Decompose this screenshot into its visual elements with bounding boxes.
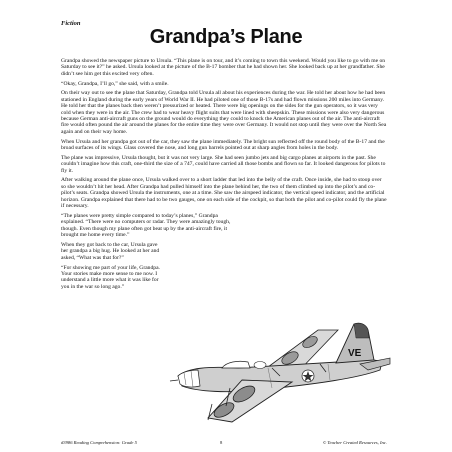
page-footer (61, 440, 387, 448)
footer-book-title: #3986 Reading Comprehension: Grade 5 (61, 440, 137, 445)
story-paragraph: “Okay, Grandpa, I’ll go,” she said, with a smile. (61, 80, 169, 87)
page-number: 8 (220, 440, 223, 445)
page-title: Grandpa’s Plane (149, 26, 303, 48)
footer-copyright: © Teacher Created Resources, Inc. (322, 440, 387, 445)
story-paragraph-wrapped: “For showing me part of your life, Grandpa. Your stories make more sense to me now. I understand a little more what it was like for you in the war so long ago.” (61, 264, 160, 290)
story-paragraph: When Ursula and her grandpa got out of the car, they saw the plane immediately. The bright sun reflected off the round body of the B-17 and the broad surfaces of its wings. Glass covered the nose, and long gun barrels pointed out at sharp angles from holes in the body. (61, 138, 385, 152)
story-paragraph: After walking around the plane once, Ursula walked over to a short ladder that led into the belly of the craft. Once inside, she had to stoop over so she wouldn’t hit her head. After Grandpa had pulled himself into the plane behind her, the two of them climbed up into the pilot’s and co-pilot’s seats. Grandpa showed Ursula the instruments, one at a time. She saw the airspeed indicator, the vertical speed indicator, and the artificial horizon. Grandpa explained that there had to be two gauges, one on each side of the cockpit, so that both the pilot and co-pilot could fly the plane if necessary. (61, 177, 387, 210)
story-paragraph-wrapped: When they got back to the car, Ursula gave her grandpa a big hug. He looked at her and asked, “What was that for?” (61, 241, 160, 261)
story-paragraph: On their way out to see the plane that Saturday, Grandpa told Ursula all about his experiences during the war. He told her about how he had been stationed in England during the early years of World War II. He had piloted one of those B-17s and had flown missions 200 miles into Germany. He told her that the planes back then weren’t pressurized or heated. There were big openings on the sides for the gun operators, so it was very cold when they were in the air. The crew had to wear heavy flight suits that were lined with sheepskin. These missions were also very dangerous because German anti-aircraft guns on the ground would do everything they could to knock the American planes out of the air. The anti-aircraft fire would often pound the air around the planes for the entire time they were over Germany. It would not stop until they were over the North Sea again and on their way home. (61, 90, 387, 135)
story-paragraph: “The planes were pretty simple compared to today’s planes,” Grandpa explained. “There were no computers or radar. They were amazingly tough, though. Even though my plane often got beat up by the anti-aircraft fire, it brought me home every time.” (61, 212, 231, 239)
story-paragraph: The plane was impressive, Ursula thought, but it was not very large. She had seen jumbo jets and big cargo planes at airports in the past. She couldn’t imagine how this craft, one-third the size of a 747, could have carried all those bombs and flown so far. It looked dangerous for pilots to fly it. (61, 154, 386, 174)
story-paragraph: Grandpa showed the newspaper picture to Ursula. “This plane is on tour, and it’s coming to town this weekend. Would you like to go with me on Saturday to see it?” he asked. Ursula looked at the picture of the B-17 bomber that he had shown her. She looked back up at her grandfather. She didn’t see him get this excited very often. (61, 58, 386, 77)
story-text (61, 58, 387, 294)
tail-code: VE (348, 348, 362, 359)
b17-bomber-illustration (168, 318, 392, 428)
category-label: Fiction (61, 20, 81, 27)
